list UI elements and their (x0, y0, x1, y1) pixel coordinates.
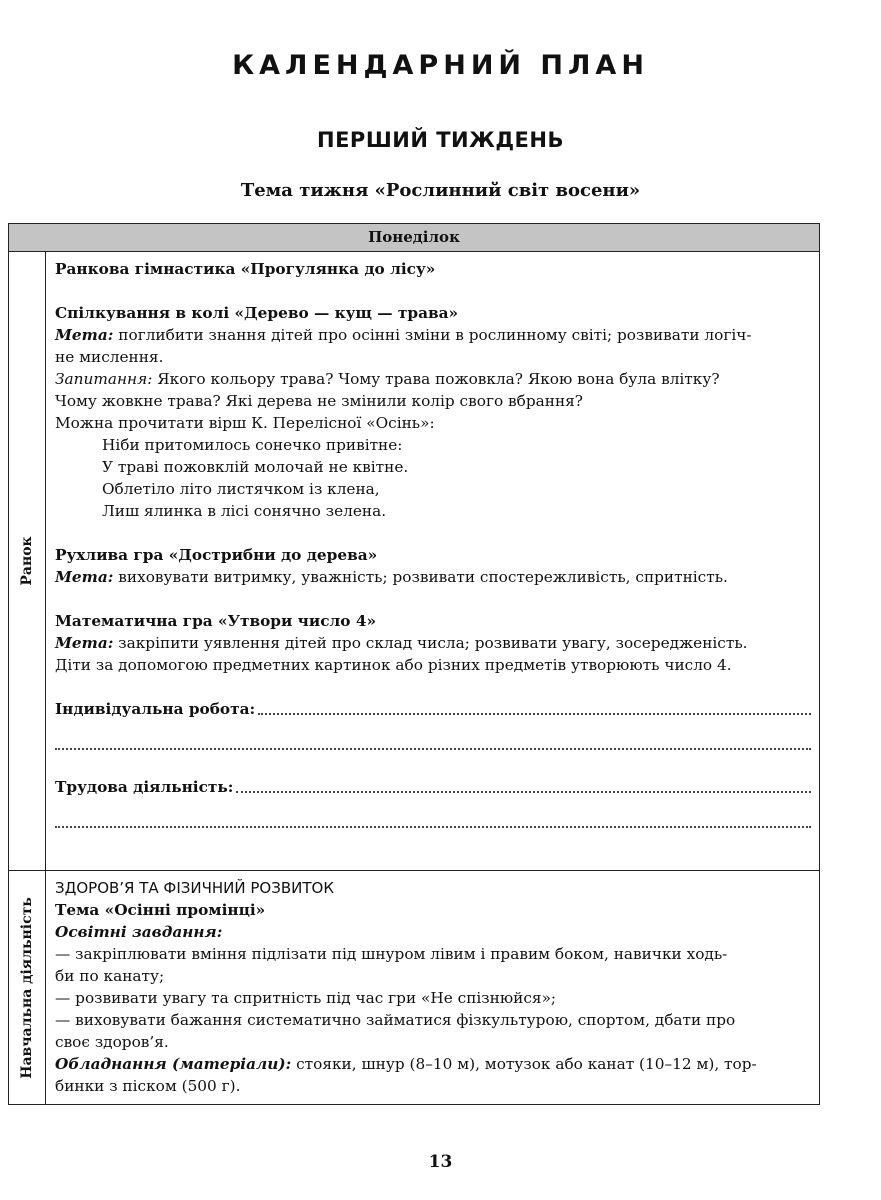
task-item: — розвивати увагу та спритність під час гри «Не спізнюйся»; (55, 989, 557, 1007)
questions-cont: Чому жовкне трава? Які дерева не змінили колір свого вбрання? (55, 392, 584, 410)
game-title: Рухлива гра «Дострибни до дерева» (55, 546, 378, 564)
poem-intro: Можна прочитати вірш К. Перелісної «Осінь»: (55, 414, 435, 432)
blank-line (55, 720, 811, 750)
theme-title: Тема тижня «Рослинний світ восени» (240, 180, 641, 201)
morning-side-label: Ранок (19, 535, 35, 586)
study-side-label-cell (9, 871, 46, 1104)
math-text: Діти за допомогою предметних картинок або різних предметів утворюють число 4. (55, 656, 732, 674)
individual-work-label: Індивідуальна робота: (55, 700, 256, 718)
poem-line: Лиш ялинка в лісі сонячно зелена. (102, 502, 387, 520)
morning-content (46, 251, 819, 870)
study-topic: Тема «Осінні промінці» (55, 901, 266, 919)
day-header: Понеділок (9, 224, 819, 252)
morning-side-label-cell (9, 251, 46, 870)
study-section (9, 871, 819, 1104)
circle-aim: Мета: поглибити знання дітей про осінні зміни в рослинному світі; розвивати логіч- (55, 326, 752, 344)
labor-label: Трудова діяльність: (55, 778, 234, 796)
math-aim: Мета: закріпити уявлення дітей про склад числа; розвивати увагу, зосередженість. (55, 634, 748, 652)
equipment: Обладнання (матеріали): стояки, шнур (8–10 м), мотузок або канат (10–12 м), тор- (55, 1055, 757, 1073)
task-item-cont: би по канату; (55, 967, 165, 985)
poem-line: Ніби притомилось сонечко привітне: (102, 436, 403, 454)
labor-line (55, 776, 811, 798)
poem (55, 434, 811, 522)
poem-line: У траві пожовклій молочай не квітне. (102, 458, 409, 476)
circle-title: Спілкування в колі «Дерево — кущ — трава» (55, 304, 459, 322)
gymnastics-title: Ранкова гімнастика «Прогулянка до лісу» (55, 260, 436, 278)
blank-line (55, 798, 811, 828)
plan-table (8, 223, 820, 1105)
task-item: — виховувати бажання систематично займатися фізкультурою, спортом, дбати про (55, 1011, 736, 1029)
task-item-cont: своє здоров’я. (55, 1033, 169, 1051)
page-title: КАЛЕНДАРНИЙ ПЛАН (232, 50, 649, 81)
task-item: — закріплювати вміння підлізати під шнуром лівим і правим боком, навички ходь- (55, 945, 728, 963)
morning-section (9, 251, 819, 871)
questions: Запитання: Якого кольору трава? Чому трава пожовкла? Якою вона була влітку? (55, 370, 720, 388)
study-content (46, 871, 819, 1104)
tasks-label: Освітні завдання: (55, 923, 223, 941)
study-heading: ЗДОРОВ’Я ТА ФІЗИЧНИЙ РОЗВИТОК (55, 879, 334, 897)
math-title: Математична гра «Утвори число 4» (55, 612, 377, 630)
game-aim: Мета: виховувати витримку, уважність; розвивати спостережливість, спритність. (55, 568, 728, 586)
week-title: ПЕРШИЙ ТИЖДЕНЬ (317, 128, 564, 152)
individual-work-line (55, 698, 811, 720)
circle-aim-cont: не мислення. (55, 348, 164, 366)
poem-line: Облетіло літо листячком із клена, (102, 480, 380, 498)
equipment-cont: бинки з піском (500 г). (55, 1077, 241, 1095)
page-number: 13 (428, 1152, 453, 1172)
study-side-label: Навчальна діяльність (19, 896, 35, 1079)
